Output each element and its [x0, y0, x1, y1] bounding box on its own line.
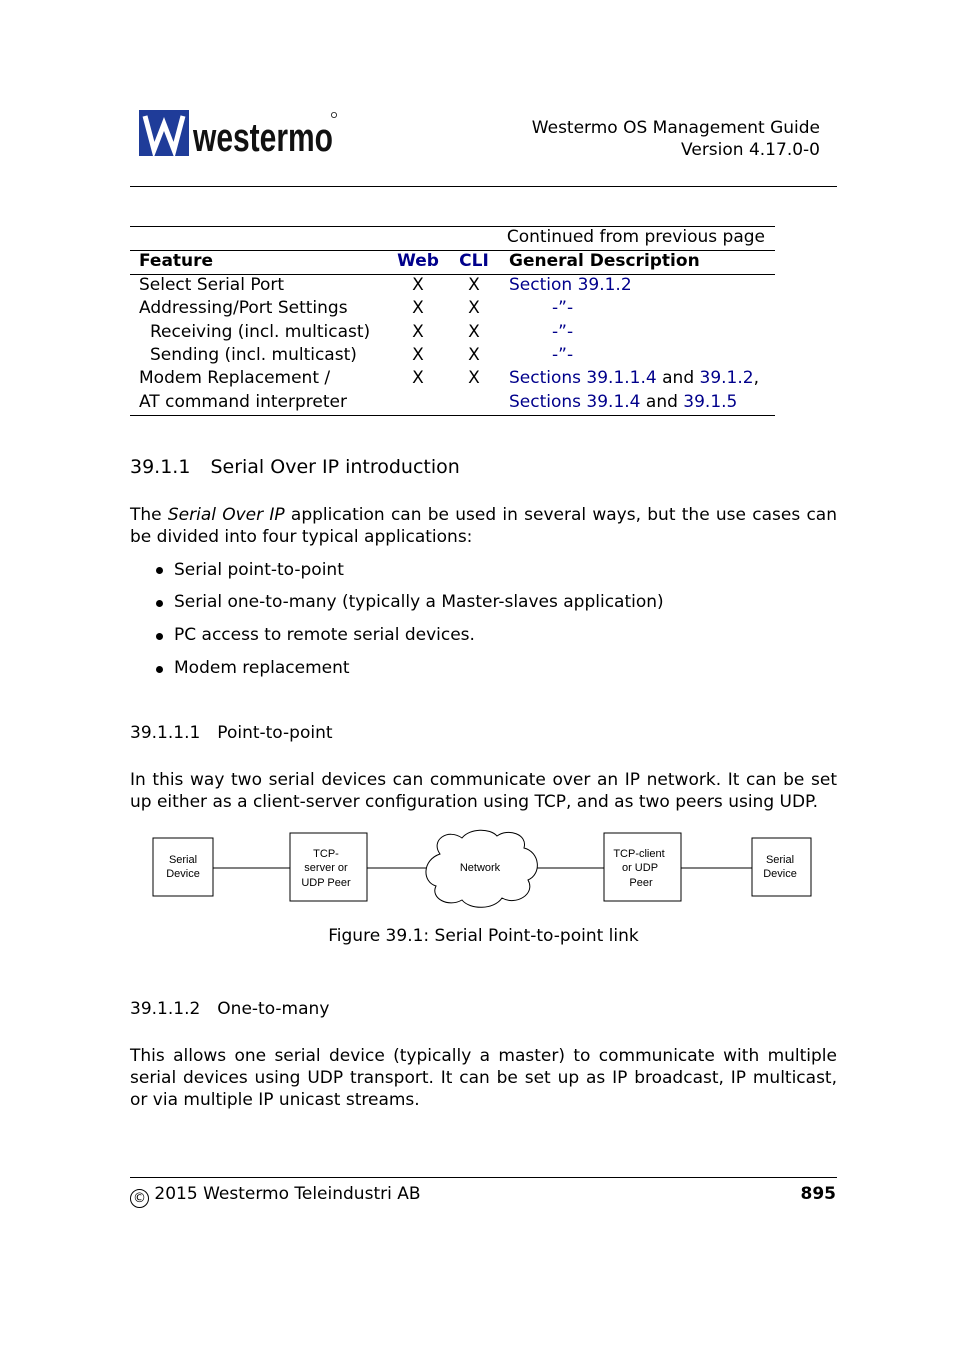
- page-number: 895: [800, 1184, 836, 1204]
- section-link[interactable]: Section 39.1.2: [509, 275, 632, 295]
- table-row-cli: X: [468, 345, 480, 365]
- table-bottom-rule: [130, 415, 775, 416]
- table-row-feature: Receiving (incl. multicast): [150, 322, 371, 342]
- guide-version: Version 4.17.0-0: [681, 140, 820, 160]
- tcp-server-label: server or: [304, 862, 348, 874]
- table-continued-note: Continued from previous page: [506, 227, 765, 247]
- westermo-logo: [139, 110, 339, 158]
- subsection-heading: [130, 998, 329, 1020]
- table-row-description: [509, 368, 759, 388]
- table-row-cli: X: [468, 322, 480, 342]
- subsection-number: 39.1.1.2: [130, 999, 201, 1019]
- section-link[interactable]: 39.1.2: [699, 368, 754, 388]
- intro-text-post: application can be used in several ways, but the use cases can be divided into four typical applications:: [130, 505, 837, 547]
- subsection-title: Point-to-point: [217, 723, 333, 743]
- table-row-cli: X: [468, 298, 480, 318]
- logo-svg: [139, 110, 339, 158]
- right-device-label: Serial: [765, 854, 795, 866]
- ditto-link[interactable]: -”-: [552, 345, 574, 365]
- list-item: Modem replacement: [174, 658, 350, 678]
- footer-rule: [130, 1177, 837, 1178]
- subsection-title: One-to-many: [217, 999, 330, 1019]
- table-row-cli: X: [468, 275, 480, 295]
- left-device-label: Device: [166, 868, 200, 880]
- intro-emphasis: Serial Over IP: [167, 505, 285, 525]
- section-heading: [130, 455, 460, 479]
- and-text: and: [640, 392, 684, 412]
- list-item: Serial point-to-point: [174, 560, 344, 580]
- right-device-label: Device: [763, 868, 797, 880]
- table-row-web: X: [412, 322, 424, 342]
- table-row-web: X: [412, 345, 424, 365]
- one-to-many-paragraph: This allows one serial device (typically a master) to communicate with multiple serial devices using UDP transport. It can be set up as IP broadcast, IP multicast, or via multiple IP unicast streams.: [130, 1046, 837, 1110]
- section-link[interactable]: 39.1.5: [683, 392, 738, 412]
- table-row-description: [552, 298, 573, 318]
- ditto-link[interactable]: -”-: [552, 322, 574, 342]
- table-row-cli: X: [468, 368, 480, 388]
- table-row-web: X: [412, 298, 424, 318]
- header-rule: [130, 186, 837, 187]
- section-title: Serial Over IP introduction: [210, 456, 460, 478]
- table-row-description: [509, 392, 737, 412]
- col-header-cli[interactable]: CLI: [459, 251, 489, 271]
- comma-text: ,: [753, 368, 759, 388]
- registered-icon: [331, 112, 336, 117]
- tcp-server-label: UDP Peer: [301, 877, 351, 889]
- figure-caption: Figure 39.1: Serial Point-to-point link: [328, 926, 639, 946]
- left-device-label: Serial: [168, 854, 198, 866]
- section-link[interactable]: Sections 39.1.1.4: [509, 368, 657, 388]
- ditto-link[interactable]: -”-: [552, 298, 574, 318]
- table-row-description: [509, 275, 632, 295]
- network-label: Network: [459, 862, 501, 874]
- intro-paragraph: [130, 504, 837, 548]
- table-row-description: [552, 345, 573, 365]
- table-row-description: [552, 322, 573, 342]
- bullet-icon: [156, 633, 163, 640]
- tcp-client-label: or UDP: [621, 862, 659, 874]
- copyright-icon: ©: [130, 1189, 149, 1208]
- table-row-feature: Sending (incl. multicast): [150, 345, 357, 365]
- table-row-feature: Select Serial Port: [139, 275, 285, 295]
- subsection-number: 39.1.1.1: [130, 723, 201, 743]
- right-serial-device-box: [752, 838, 811, 896]
- logo-wordmark: westermo: [192, 116, 333, 160]
- col-header-description: General Description: [509, 251, 700, 271]
- list-item: PC access to remote serial devices.: [174, 625, 475, 645]
- table-row-feature: Addressing/Port Settings: [139, 298, 348, 318]
- table-row-web: X: [412, 275, 424, 295]
- bullet-icon: [156, 666, 163, 673]
- and-text: and: [656, 368, 700, 388]
- guide-title: Westermo OS Management Guide: [531, 118, 820, 138]
- footer-copyright: [130, 1183, 421, 1208]
- tcp-client-label: TCP-client: [613, 848, 665, 860]
- col-header-web[interactable]: Web: [397, 251, 439, 271]
- left-serial-device-box: [153, 838, 213, 896]
- bullet-icon: [156, 567, 163, 574]
- tcp-server-label: TCP-: [313, 848, 339, 860]
- intro-text-pre: The: [130, 505, 168, 525]
- copyright-text: 2015 Westermo Teleindustri AB: [154, 1184, 421, 1204]
- section-link[interactable]: Sections 39.1.4: [509, 392, 641, 412]
- point-to-point-paragraph: In this way two serial devices can communicate over an IP network. It can be set up either as a client-server configuration using TCP, and as two peers using UDP.: [130, 770, 837, 812]
- list-item: Serial one-to-many (typically a Master-slaves application): [174, 592, 664, 612]
- subsection-heading: [130, 722, 333, 744]
- section-number: 39.1.1: [130, 456, 191, 478]
- table-row-web: X: [412, 368, 424, 388]
- table-row-feature: Modem Replacement /: [139, 368, 331, 388]
- col-header-feature: Feature: [139, 251, 214, 271]
- table-row-feature: AT command interpreter: [139, 392, 347, 412]
- point-to-point-diagram: [140, 826, 820, 910]
- bullet-icon: [156, 600, 163, 607]
- tcp-client-label: Peer: [629, 877, 653, 889]
